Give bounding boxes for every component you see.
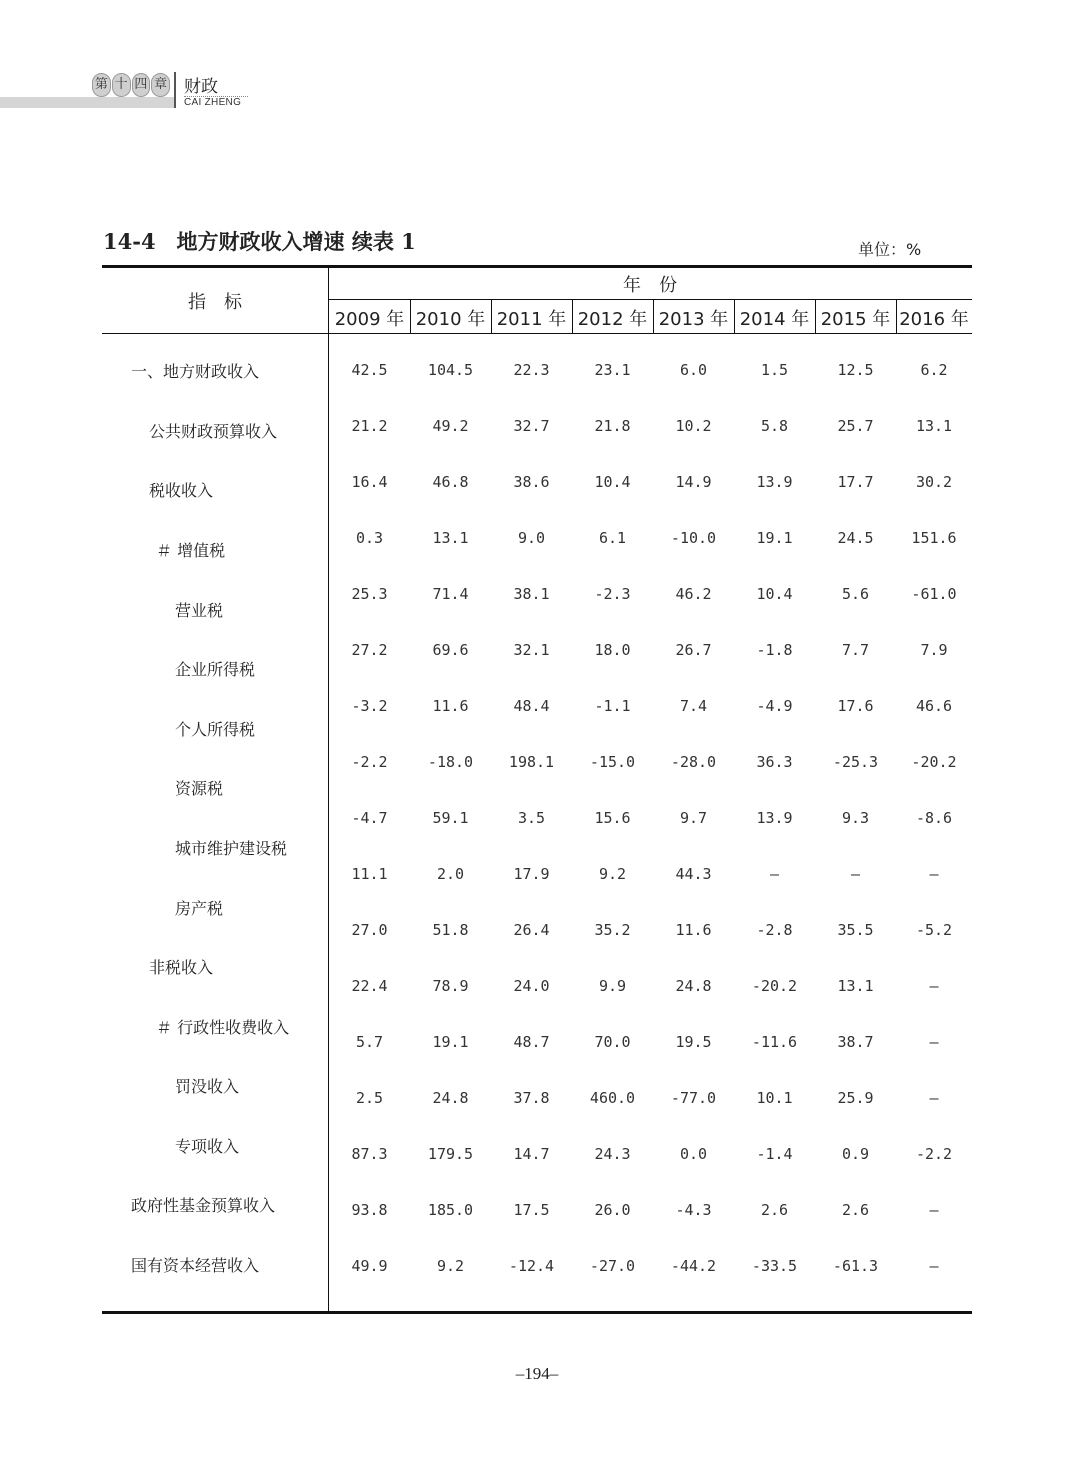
table-cell: 2.5 [355, 1089, 384, 1107]
table-cell: 51.8 [432, 921, 469, 939]
year-divider [734, 300, 735, 333]
year-divider [653, 300, 654, 333]
table-cell: 46.8 [432, 473, 469, 491]
table-cell: 48.7 [513, 1033, 550, 1051]
table-cell: — [929, 1033, 939, 1051]
year-divider [572, 300, 573, 333]
table-cell: — [929, 865, 939, 883]
year-divider [815, 300, 816, 333]
top-rule [102, 265, 972, 268]
table-cell: 70.0 [594, 1033, 631, 1051]
table-cell: 18.0 [594, 641, 631, 659]
table-cell: 11.1 [351, 865, 388, 883]
table-cell: 17.9 [513, 865, 550, 883]
table-cell: 87.3 [351, 1145, 388, 1163]
table-cell: 3.5 [517, 809, 546, 827]
table-cell: -2.3 [594, 585, 631, 603]
row-label-vat: ＃ 增值税 [156, 541, 226, 560]
table-cell: 22.3 [513, 361, 550, 379]
table-cell: -1.1 [594, 697, 631, 715]
header-gray-bar [0, 97, 176, 108]
table-cell: -5.2 [915, 921, 953, 939]
table-cell: -12.4 [508, 1257, 555, 1275]
table-cell: 15.6 [594, 809, 631, 827]
table-cell: 10.1 [756, 1089, 793, 1107]
row-label-property-tax: 房产税 [175, 899, 224, 918]
table-cell: 32.7 [513, 417, 550, 435]
table-cell: — [929, 1257, 939, 1275]
table-cell: 26.7 [675, 641, 712, 659]
data-table [102, 265, 972, 1314]
row-label-special-revenue: 专项收入 [175, 1137, 240, 1156]
table-cell: 25.3 [351, 585, 388, 603]
table-cell: -61.3 [832, 1257, 879, 1275]
table-cell: -33.5 [751, 1257, 798, 1275]
table-cell: 460.0 [589, 1089, 636, 1107]
table-cell: 26.4 [513, 921, 550, 939]
table-cell: 93.8 [351, 1201, 388, 1219]
table-cell: 5.7 [355, 1033, 384, 1051]
table-cell: 10.4 [594, 473, 631, 491]
table-cell: 11.6 [432, 697, 469, 715]
table-cell: 9.7 [679, 809, 708, 827]
table-cell: 35.2 [594, 921, 631, 939]
table-cell: -27.0 [589, 1257, 636, 1275]
table-cell: 104.5 [427, 361, 474, 379]
table-cell: -61.0 [911, 585, 957, 603]
table-cell: 13.1 [837, 977, 874, 995]
table-cell: -1.4 [756, 1145, 793, 1163]
table-cell: 0.0 [679, 1145, 708, 1163]
table-cell: -77.0 [670, 1089, 717, 1107]
row-label-enterprise-income-tax: 企业所得税 [175, 660, 256, 679]
table-cell: — [929, 1089, 939, 1107]
table-cell: 13.9 [756, 809, 793, 827]
unit-label: 单位：% [858, 240, 922, 259]
table-cell: -11.6 [751, 1033, 798, 1051]
table-cell: -2.8 [756, 921, 793, 939]
table-cell: 12.5 [837, 361, 874, 379]
year-header: 2014 年 [739, 309, 810, 330]
table-cell: 17.6 [837, 697, 874, 715]
table-cell: 22.4 [351, 977, 388, 995]
row-label-fines: 罚没收入 [175, 1077, 240, 1096]
table-cell: -25.3 [832, 753, 879, 771]
chapter-title: 财政 [184, 77, 218, 97]
table-cell: -3.2 [351, 697, 388, 715]
table-cell: 0.3 [355, 529, 384, 547]
year-header: 2010 年 [415, 309, 486, 330]
year-divider [491, 300, 492, 333]
chapter-char: 章 [151, 73, 170, 97]
year-header: 2012 年 [577, 309, 648, 330]
table-cell: -15.0 [589, 753, 636, 771]
year-divider [410, 300, 411, 333]
year-header: 2013 年 [658, 309, 729, 330]
table-cell: — [850, 865, 861, 883]
year-header: 2009 年 [334, 309, 405, 330]
table-cell: — [929, 1201, 939, 1219]
table-cell: 46.6 [915, 697, 953, 715]
table-cell: 10.4 [756, 585, 793, 603]
page-number: –194– [515, 1364, 559, 1383]
row-label-admin-fee: ＃ 行政性收费收入 [156, 1018, 290, 1037]
table-cell: 17.5 [513, 1201, 550, 1219]
table-cell: -10.0 [670, 529, 717, 547]
table-cell: 24.5 [837, 529, 874, 547]
table-cell: 2.0 [436, 865, 465, 883]
year-divider [896, 300, 897, 333]
table-cell: 30.2 [915, 473, 953, 491]
table-cell: 78.9 [432, 977, 469, 995]
table-cell: 38.6 [513, 473, 550, 491]
table-cell: 9.0 [517, 529, 546, 547]
table-cell: 24.8 [432, 1089, 469, 1107]
row-label-resource-tax: 资源税 [175, 779, 224, 798]
table-cell: 27.0 [351, 921, 388, 939]
chapter-pinyin: CAI ZHENG [184, 97, 242, 108]
table-cell: 49.2 [432, 417, 469, 435]
table-cell: -2.2 [915, 1145, 953, 1163]
table-cell: 48.4 [513, 697, 550, 715]
table-cell: 35.5 [837, 921, 874, 939]
table-cell: 151.6 [911, 529, 957, 547]
table-cell: 7.9 [920, 641, 948, 659]
table-cell: 6.0 [679, 361, 708, 379]
table-cell: 14.9 [675, 473, 712, 491]
table-cell: 6.1 [598, 529, 627, 547]
table-cell: — [929, 977, 939, 995]
table-cell: 69.6 [432, 641, 469, 659]
table-cell: 36.3 [756, 753, 793, 771]
row-label-urban-maintenance-tax: 城市维护建设税 [175, 839, 288, 858]
indicator-header: 指 标 [188, 292, 242, 313]
table-cell: 38.7 [837, 1033, 874, 1051]
row-label-state-capital: 国有资本经营收入 [131, 1256, 260, 1275]
table-cell: 16.4 [351, 473, 388, 491]
table-cell: -4.7 [351, 809, 388, 827]
table-cell: 185.0 [427, 1201, 474, 1219]
chapter-char: 四 [132, 73, 151, 97]
table-cell: 21.8 [594, 417, 631, 435]
header-bottom-rule [102, 333, 972, 334]
table-cell: 25.7 [837, 417, 874, 435]
table-cell: 26.0 [594, 1201, 631, 1219]
year-header: 2015 年 [820, 309, 891, 330]
table-cell: -4.3 [675, 1201, 712, 1219]
table-cell: 13.1 [915, 417, 953, 435]
table-cell: 71.4 [432, 585, 469, 603]
table-cell: 24.8 [675, 977, 712, 995]
table-cell: 9.9 [598, 977, 627, 995]
table-cell: 19.1 [756, 529, 793, 547]
table-cell: 24.0 [513, 977, 550, 995]
table-cell: 0.9 [841, 1145, 870, 1163]
table-cell: 23.1 [594, 361, 631, 379]
row-label-public-budget: 公共财政预算收入 [149, 422, 278, 441]
chapter-char: 第 [92, 73, 111, 97]
table-cell: 2.6 [841, 1201, 870, 1219]
row-label-tax-revenue: 税收收入 [149, 481, 214, 500]
table-cell: 2.6 [760, 1201, 789, 1219]
table-cell: 9.2 [436, 1257, 465, 1275]
year-header: 2016 年 [899, 309, 969, 330]
bottom-rule [102, 1311, 972, 1314]
table-cell: 49.9 [351, 1257, 388, 1275]
year-header: 2011 年 [496, 309, 567, 330]
row-label-business-tax: 营业税 [175, 601, 224, 620]
year-group-rule [328, 299, 972, 300]
table-title: 14-4 地方财政收入增速 续表 1 [103, 229, 416, 254]
table-cell: 6.2 [920, 361, 948, 379]
table-cell: -4.9 [756, 697, 793, 715]
table-cell: — [769, 865, 780, 883]
table-cell: 9.3 [841, 809, 870, 827]
table-cell: 5.6 [841, 585, 870, 603]
row-label-local-revenue: 一、地方财政收入 [131, 362, 260, 381]
table-cell: 44.3 [675, 865, 712, 883]
chapter-char: 十 [112, 73, 131, 97]
table-cell: -20.2 [751, 977, 798, 995]
header-separator [174, 72, 176, 108]
row-label-non-tax-revenue: 非税收入 [149, 958, 214, 977]
table-cell: 10.2 [675, 417, 712, 435]
table-cell: -20.2 [911, 753, 957, 771]
chapter-badge [92, 73, 170, 97]
table-cell: 13.1 [432, 529, 469, 547]
table-cell: 19.5 [675, 1033, 712, 1051]
table-cell: 37.8 [513, 1089, 550, 1107]
table-cell: 21.2 [351, 417, 388, 435]
year-group-header: 年 份 [623, 275, 677, 296]
table-cell: 179.5 [427, 1145, 474, 1163]
table-cell: 24.3 [594, 1145, 631, 1163]
table-cell: 14.7 [513, 1145, 550, 1163]
row-label-personal-income-tax: 个人所得税 [175, 720, 256, 739]
table-cell: 19.1 [432, 1033, 469, 1051]
table-cell: 5.8 [760, 417, 789, 435]
table-cell: -28.0 [670, 753, 717, 771]
table-cell: 38.1 [513, 585, 550, 603]
table-cell: 17.7 [837, 473, 874, 491]
table-cell: 7.7 [841, 641, 870, 659]
table-cell: 13.9 [756, 473, 793, 491]
table-cell: 25.9 [837, 1089, 874, 1107]
table-cell: -8.6 [915, 809, 953, 827]
row-label-gov-fund-budget: 政府性基金预算收入 [131, 1196, 276, 1215]
table-cell: 27.2 [351, 641, 388, 659]
table-cell: 9.2 [598, 865, 627, 883]
table-cell: -2.2 [351, 753, 388, 771]
table-cell: 198.1 [508, 753, 555, 771]
table-cell: -1.8 [756, 641, 793, 659]
table-cell: 59.1 [432, 809, 469, 827]
table-cell: -18.0 [427, 753, 474, 771]
table-cell: -44.2 [670, 1257, 717, 1275]
table-cell: 1.5 [760, 361, 789, 379]
table-cell: 11.6 [675, 921, 712, 939]
table-cell: 7.4 [679, 697, 708, 715]
table-cell: 42.5 [351, 361, 388, 379]
table-cell: 32.1 [513, 641, 550, 659]
table-cell: 46.2 [675, 585, 712, 603]
